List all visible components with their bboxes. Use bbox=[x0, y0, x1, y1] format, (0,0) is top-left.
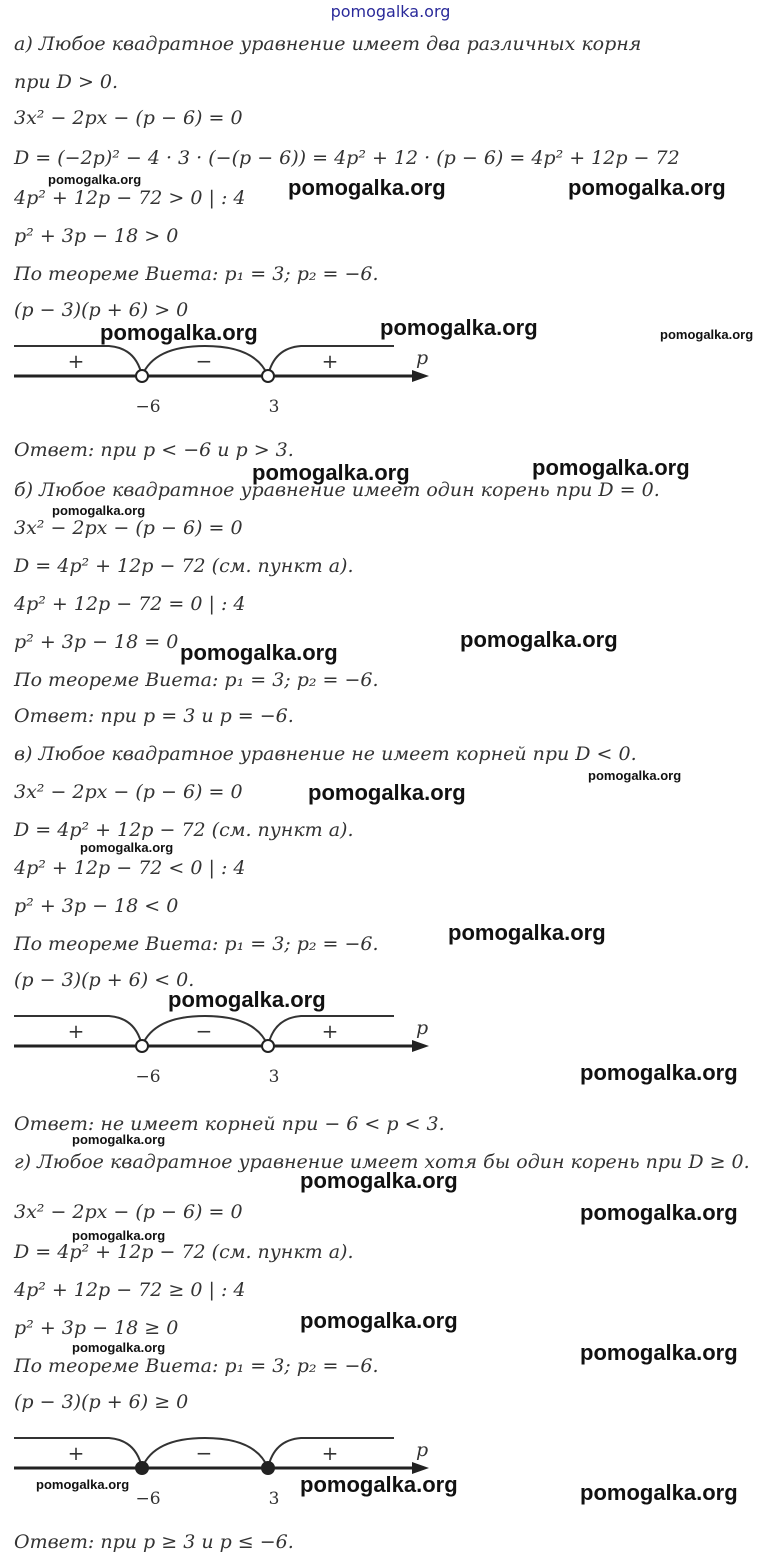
solution-line-g-vieta: По теореме Виета: p₁ = 3; p₂ = −6. bbox=[14, 1355, 379, 1377]
solution-line-b-eq: 3x² − 2px − (p − 6) = 0 bbox=[14, 517, 243, 539]
watermark-text: pomogalka.org bbox=[568, 175, 726, 200]
solution-line-a-ineq: 4p² + 12p − 72 > 0 | : 4 bbox=[14, 187, 246, 209]
axis-arrow bbox=[412, 1040, 429, 1052]
watermark-text: pomogalka.org bbox=[100, 320, 258, 345]
interval-sign: + bbox=[321, 1441, 339, 1465]
site-header[interactable]: pomogalka.org bbox=[330, 2, 451, 21]
solution-line-a-ineq2: p² + 3p − 18 > 0 bbox=[14, 225, 179, 247]
solution-line-a-intro-1: а) Любое квадратное уравнение имеет два различных корня bbox=[14, 33, 642, 55]
solution-line-v-ineq2: p² + 3p − 18 < 0 bbox=[14, 895, 179, 917]
root-label: 3 bbox=[268, 397, 280, 417]
watermark-text: pomogalka.org bbox=[580, 1060, 738, 1085]
number-line-a bbox=[14, 340, 444, 420]
watermark-text: pomogalka.org bbox=[36, 1477, 130, 1492]
solution-line-b-eq3: p² + 3p − 18 = 0 bbox=[14, 631, 179, 653]
filled-root-point bbox=[136, 1462, 148, 1474]
solution-line-a-intro-2: при D > 0. bbox=[14, 71, 119, 93]
interval-sign: − bbox=[195, 1019, 213, 1043]
solution-line-a-eq: 3x² − 2px − (p − 6) = 0 bbox=[14, 107, 243, 129]
interval-sign: + bbox=[67, 1441, 85, 1465]
solution-line-g-disc: D = 4p² + 12p − 72 (см. пункт а). bbox=[14, 1241, 354, 1263]
root-label: −6 bbox=[135, 1067, 161, 1087]
watermark-text: pomogalka.org bbox=[288, 175, 446, 200]
solution-line-v-factor: (p − 3)(p + 6) < 0. bbox=[14, 969, 195, 991]
interval-sign: + bbox=[67, 349, 85, 373]
watermark-text: pomogalka.org bbox=[52, 503, 146, 518]
watermark-text: pomogalka.org bbox=[252, 460, 410, 485]
solution-line-v-eq: 3x² − 2px − (p − 6) = 0 bbox=[14, 781, 243, 803]
watermark-text: pomogalka.org bbox=[300, 1472, 458, 1497]
variable-label: p bbox=[416, 347, 429, 369]
watermark-text: pomogalka.org bbox=[580, 1340, 738, 1365]
open-root-point bbox=[136, 1040, 148, 1052]
solution-line-a-vieta: По теореме Виета: p₁ = 3; p₂ = −6. bbox=[14, 263, 379, 285]
interval-sign: + bbox=[67, 1019, 85, 1043]
watermark-text: pomogalka.org bbox=[48, 172, 142, 187]
watermark-text: pomogalka.org bbox=[168, 987, 326, 1012]
interval-sign: − bbox=[195, 349, 213, 373]
number-line-v bbox=[14, 1010, 444, 1090]
watermark-text: pomogalka.org bbox=[180, 640, 338, 665]
root-label: 3 bbox=[268, 1489, 280, 1509]
watermark-text: pomogalka.org bbox=[580, 1480, 738, 1505]
solution-line-a-factor: (p − 3)(p + 6) > 0 bbox=[14, 299, 189, 321]
interval-sign: + bbox=[321, 349, 339, 373]
solution-line-b-disc: D = 4p² + 12p − 72 (см. пункт а). bbox=[14, 555, 354, 577]
watermark-text: pomogalka.org bbox=[460, 627, 618, 652]
solution-line-g-ineq: 4p² + 12p − 72 ≥ 0 | : 4 bbox=[14, 1279, 246, 1301]
axis-arrow bbox=[412, 370, 429, 382]
watermark-text: pomogalka.org bbox=[580, 1200, 738, 1225]
root-label: −6 bbox=[135, 397, 161, 417]
solution-line-b-vieta: По теореме Виета: p₁ = 3; p₂ = −6. bbox=[14, 669, 379, 691]
solution-line-v-vieta: По теореме Виета: p₁ = 3; p₂ = −6. bbox=[14, 933, 379, 955]
root-label: 3 bbox=[268, 1067, 280, 1087]
watermark-text: pomogalka.org bbox=[72, 1132, 166, 1147]
root-label: −6 bbox=[135, 1489, 161, 1509]
solution-line-g-answer: Ответ: при p ≥ 3 и p ≤ −6. bbox=[14, 1531, 294, 1553]
watermark-text: pomogalka.org bbox=[80, 840, 174, 855]
solution-line-a-disc: D = (−2p)² − 4 · 3 · (−(p − 6)) = 4p² + 12 · (p − 6) = 4p² + 12p − 72 bbox=[14, 147, 680, 169]
solution-line-g-factor: (p − 3)(p + 6) ≥ 0 bbox=[14, 1391, 189, 1413]
watermark-text: pomogalka.org bbox=[308, 780, 466, 805]
solution-line-g-ineq2: p² + 3p − 18 ≥ 0 bbox=[14, 1317, 179, 1339]
solution-line-g-eq: 3x² − 2px − (p − 6) = 0 bbox=[14, 1201, 243, 1223]
watermark-text: pomogalka.org bbox=[380, 315, 538, 340]
open-root-point bbox=[262, 370, 274, 382]
solution-line-v-disc: D = 4p² + 12p − 72 (см. пункт а). bbox=[14, 819, 354, 841]
interval-sign: + bbox=[321, 1019, 339, 1043]
watermark-text: pomogalka.org bbox=[448, 920, 606, 945]
solution-line-v-answer: Ответ: не имеет корней при − 6 < p < 3. bbox=[14, 1113, 445, 1135]
solution-line-b-intro: б) Любое квадратное уравнение имеет один корень при D = 0. bbox=[14, 479, 660, 501]
solution-line-v-ineq: 4p² + 12p − 72 < 0 | : 4 bbox=[14, 857, 246, 879]
interval-sign: − bbox=[195, 1441, 213, 1465]
watermark-text: pomogalka.org bbox=[72, 1340, 166, 1355]
variable-label: p bbox=[416, 1017, 429, 1039]
solution-line-b-answer: Ответ: при p = 3 и p = −6. bbox=[14, 705, 294, 727]
watermark-text: pomogalka.org bbox=[588, 768, 682, 783]
open-root-point bbox=[136, 370, 148, 382]
solution-line-v-intro: в) Любое квадратное уравнение не имеет корней при D < 0. bbox=[14, 743, 637, 765]
variable-label: p bbox=[416, 1439, 429, 1461]
watermark-text: pomogalka.org bbox=[660, 327, 754, 342]
watermark-text: pomogalka.org bbox=[532, 455, 690, 480]
solution-line-a-answer: Ответ: при p < −6 и p > 3. bbox=[14, 439, 294, 461]
watermark-text: pomogalka.org bbox=[300, 1308, 458, 1333]
solution-line-g-intro: г) Любое квадратное уравнение имеет хотя бы один корень при D ≥ 0. bbox=[14, 1151, 750, 1173]
filled-root-point bbox=[262, 1462, 274, 1474]
open-root-point bbox=[262, 1040, 274, 1052]
solution-line-b-eq2: 4p² + 12p − 72 = 0 | : 4 bbox=[14, 593, 246, 615]
watermark-text: pomogalka.org bbox=[72, 1228, 166, 1243]
watermark-text: pomogalka.org bbox=[300, 1168, 458, 1193]
